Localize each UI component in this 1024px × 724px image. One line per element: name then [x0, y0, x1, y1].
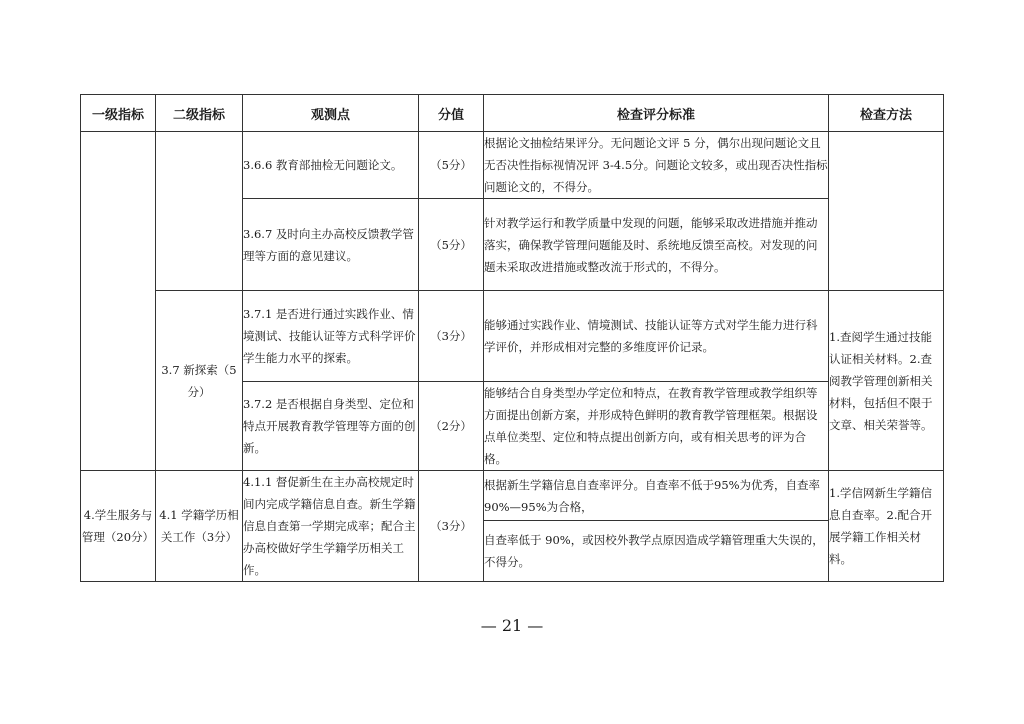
header-row — [81, 95, 944, 132]
score-3-6-6: （5分） — [419, 132, 484, 199]
standard-4-1-1-a: 根据新生学籍信息自查率评分。自查率不低于95%为优秀，自查率 90%—95%为合格， — [484, 471, 829, 521]
header-method: 检查方法 — [829, 95, 944, 132]
score-3-6-7: （5分） — [419, 199, 484, 291]
standard-3-7-1: 能够通过实践作业、情境测试、技能认证等方式对学生能力进行科学评价，并形成相对完整的多维度评价记录。 — [484, 291, 829, 382]
method-empty-cell — [829, 132, 944, 291]
level2-4-1: 4.1 学籍学历相关工作（3分） — [156, 471, 243, 582]
header-observation: 观测点 — [243, 95, 419, 132]
standard-3-7-2: 能够结合自身类型办学定位和特点，在教育教学管理或教学组织等方面提出创新方案，并形成特色鲜明的教育教学管理框架。根据设点单位类型、定位和特点提出创新方向，或有相关思考的评为合格。 — [484, 382, 829, 471]
observation-3-7-2: 3.7.2 是否根据自身类型、定位和特点开展教育教学管理等方面的创新。 — [243, 382, 419, 471]
standard-3-6-7: 针对教学运行和教学质量中发现的问题，能够采取改进措施并推动落实，确保教学管理问题能及时、系统地反馈至高校。对发现的问题未采取改进措施或整改流于形式的，不得分。 — [484, 199, 829, 291]
score-3-7-2: （2分） — [419, 382, 484, 471]
level2-empty-cell — [156, 132, 243, 291]
method-3-7: 1.查阅学生通过技能认证相关材料。2.查阅教学管理创新相关材料，包括但不限于文章、相关荣誉等。 — [829, 291, 944, 471]
page-number: — 21 — — [480, 616, 544, 635]
level1-empty-cell — [81, 132, 156, 471]
score-3-7-1: （3分） — [419, 291, 484, 382]
level2-3-7: 3.7 新探索（5分） — [156, 291, 243, 471]
method-4-1: 1.学信网新生学籍信息自查率。2.配合开展学籍工作相关材料。 — [829, 471, 944, 582]
standard-3-6-6: 根据论文抽检结果评分。无问题论文评 5 分，偶尔出现问题论文且无否决性指标视情况评 3-4.5分。问题论文较多，或出现否决性指标问题论文的，不得分。 — [484, 132, 829, 199]
observation-3-6-7: 3.6.7 及时向主办高校反馈教学管理等方面的意见建议。 — [243, 199, 419, 291]
score-4-1-1: （3分） — [419, 471, 484, 582]
observation-4-1-1: 4.1.1 督促新生在主办高校规定时间内完成学籍信息自查。新生学籍信息自查第一学期完成率；配合主办高校做好学生学籍学历相关工作。 — [243, 471, 419, 582]
header-score: 分值 — [419, 95, 484, 132]
table-row — [81, 471, 944, 521]
level1-4: 4.学生服务与管理（20分） — [81, 471, 156, 582]
observation-3-6-6: 3.6.6 教育部抽检无问题论文。 — [243, 132, 419, 199]
table-row — [81, 291, 944, 382]
header-standard: 检查评分标准 — [484, 95, 829, 132]
observation-3-7-1: 3.7.1 是否进行通过实践作业、情境测试、技能认证等方式科学评价学生能力水平的探索。 — [243, 291, 419, 382]
evaluation-table — [80, 94, 944, 582]
table-row — [81, 132, 944, 199]
header-level2: 二级指标 — [156, 95, 243, 132]
header-level1: 一级指标 — [81, 95, 156, 132]
standard-4-1-1-b: 自查率低于 90%，或因校外教学点原因造成学籍管理重大失误的，不得分。 — [484, 521, 829, 582]
